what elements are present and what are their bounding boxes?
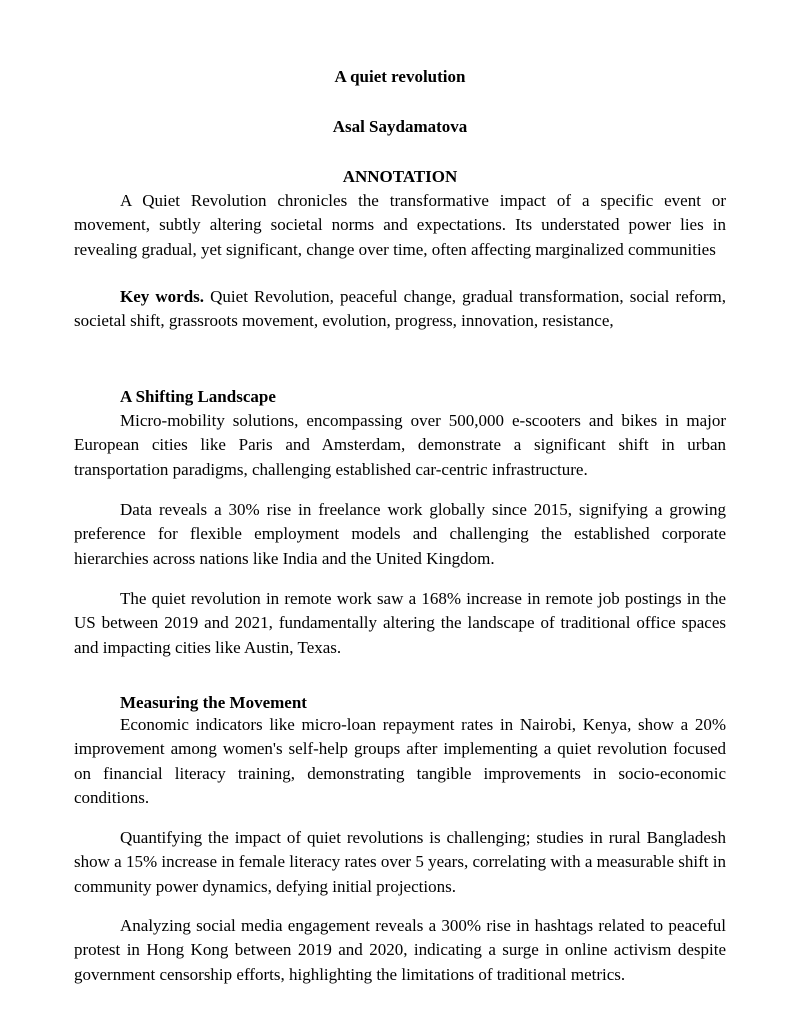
section2-paragraph: Quantifying the impact of quiet revolutions is challenging; studies in rural Bangladesh show a 15% increase in female literacy rates over 5 years, correlating with a measurable shift in community power dynamics, defying initial projections. bbox=[74, 828, 726, 896]
section-heading-shifting-landscape: A Shifting Landscape bbox=[120, 387, 276, 406]
section1-paragraph: The quiet revolution in remote work saw a 168% increase in remote job postings in the US between 2019 and 2021, fundamentally altering the landscape of traditional office spaces and impacting cities like Austin, Texas. bbox=[74, 589, 726, 657]
author-name: Asal Saydamatova bbox=[332, 117, 468, 136]
section1-paragraph: Data reveals a 30% rise in freelance work globally since 2015, signifying a growing preference for flexible employment models and challenging the established corporate hierarchies across nations like India and the United Kingdom. bbox=[74, 500, 726, 568]
keywords-label: Key words. bbox=[120, 287, 205, 306]
section2-paragraph: Analyzing social media engagement reveals a 300% rise in hashtags related to peaceful protest in Hong Kong between 2019 and 2020, indicating a surge in online activism despite government censorship efforts, highlighting the limitations of traditional metrics. bbox=[74, 916, 726, 984]
section2-paragraph: Economic indicators like micro-loan repayment rates in Nairobi, Kenya, show a 20% improvement among women's self-help groups after implementing a quiet revolution focused on financial literacy training, demonstrating tangible improvements in socio-economic conditions. bbox=[74, 715, 726, 807]
annotation-heading: ANNOTATION bbox=[342, 167, 458, 186]
keywords-list: Quiet Revolution, peaceful change, gradual transformation, social reform, societal shift, grassroots movement, evolution, progress, innovation, resistance, bbox=[74, 287, 726, 331]
annotation-paragraph: A Quiet Revolution chronicles the transformative impact of a specific event or movement, subtly altering societal norms and expectations. Its understated power lies in revealing gradual, yet significant, change over time, often affecting marginalized communities bbox=[74, 191, 726, 259]
section-heading-measuring-movement: Measuring the Movement bbox=[120, 693, 307, 712]
section1-paragraph: Micro-mobility solutions, encompassing over 500,000 e-scooters and bikes in major European cities like Paris and Amsterdam, demonstrate a significant shift in urban transportation paradigms, challenging established car-centric infrastructure. bbox=[74, 411, 726, 479]
keywords-paragraph bbox=[74, 285, 726, 334]
paper-title: A quiet revolution bbox=[334, 67, 466, 86]
